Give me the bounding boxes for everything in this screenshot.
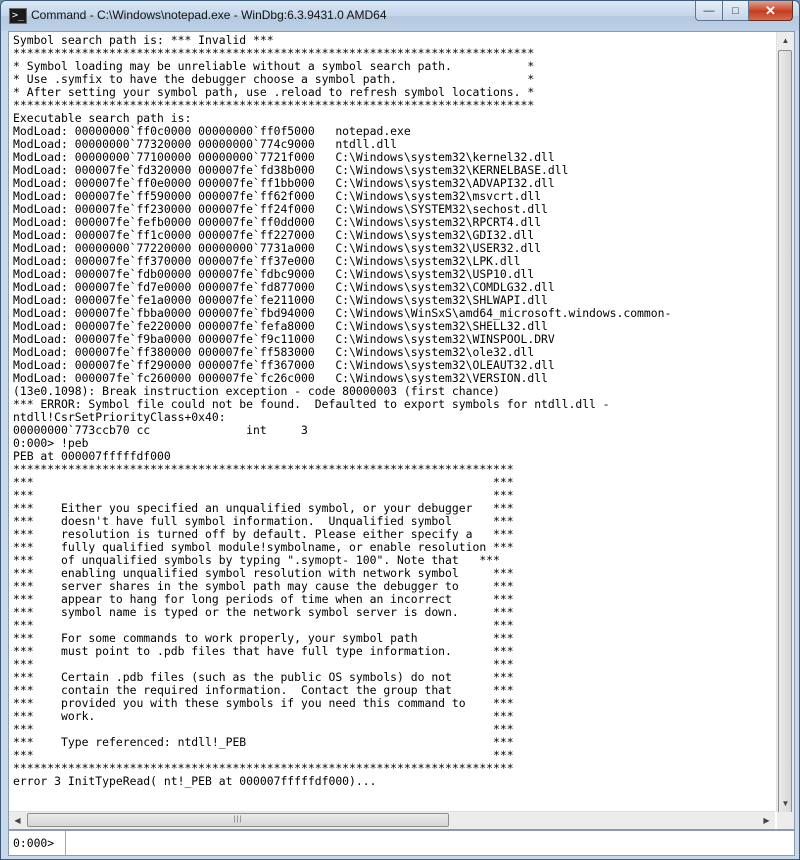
output-line: ModLoad: 000007fe`fe1a0000 000007fe`fe211000 C:\Windows\system32\SHLWAPI.dll (13, 293, 548, 307)
output-line: ModLoad: 00000000`77220000 00000000`7731a000 C:\Windows\system32\USER32.dll (13, 241, 542, 255)
output-line: ModLoad: 000007fe`ff380000 000007fe`ff583000 C:\Windows\system32\ole32.dll (13, 345, 535, 359)
window-title: Command - C:\Windows\notepad.exe - WinDbg:6.3.9431.0 AMD64 (31, 8, 387, 22)
output-line: ModLoad: 000007fe`ff290000 000007fe`ff367000 C:\Windows\system32\OLEAUT32.dll (13, 358, 555, 372)
output-line: ModLoad: 000007fe`fdb00000 000007fe`fdbc9000 C:\Windows\system32\USP10.dll (13, 267, 535, 281)
output-line: *** *** (13, 488, 514, 502)
output-line: ModLoad: 000007fe`ff590000 000007fe`ff62f000 C:\Windows\system32\msvcrt.dll (13, 189, 542, 203)
output-line: ModLoad: 000007fe`fd7e0000 000007fe`fd877000 C:\Windows\system32\COMDLG32.dll (13, 280, 555, 294)
output-line: ModLoad: 00000000`77100000 00000000`7721f000 C:\Windows\system32\kernel32.dll (13, 150, 555, 164)
output-line: *** *** (13, 618, 514, 632)
output-line: *** enabling unqualified symbol resolution with network symbol *** (13, 566, 514, 580)
output-line: 0:000> !peb (13, 436, 89, 450)
output-line: *** server shares in the symbol path may cause the debugger to *** (13, 579, 514, 593)
output-line: *** *** (13, 657, 514, 671)
output-line: ModLoad: 000007fe`ff230000 000007fe`ff24f000 C:\Windows\SYSTEM32\sechost.dll (13, 202, 548, 216)
console-app-icon: >_ (9, 8, 27, 24)
title-bar[interactable] (1, 1, 799, 31)
output-line: *** fully qualified symbol module!symbolname, or enable resolution *** (13, 540, 514, 554)
scroll-up-arrow-icon[interactable]: ▲ (781, 36, 790, 45)
command-output-frame (8, 31, 795, 830)
command-bar (8, 830, 795, 856)
minimize-button[interactable]: — (695, 1, 723, 21)
command-output-pane[interactable] (9, 32, 775, 812)
output-line: *** doesn't have full symbol information. Unqualified symbol *** (13, 514, 514, 528)
output-line: *** appear to hang for long periods of time when an incorrect *** (13, 592, 514, 606)
vertical-scroll-thumb[interactable] (778, 50, 792, 823)
output-line: ************************************************************************* (13, 761, 514, 775)
output-line: *** provided you with these symbols if you need this command to *** (13, 696, 514, 710)
scroll-right-arrow-icon[interactable]: ▶ (763, 816, 770, 825)
command-input[interactable] (69, 833, 787, 851)
output-line: *** *** (13, 748, 514, 762)
output-line: *** *** (13, 475, 514, 489)
output-line: ModLoad: 000007fe`f9ba0000 000007fe`f9c11000 C:\Windows\system32\WINSPOOL.DRV (13, 332, 555, 346)
output-line: ModLoad: 000007fe`ff1c0000 000007fe`ff227000 C:\Windows\system32\GDI32.dll (13, 228, 535, 242)
output-text (9, 32, 775, 788)
output-line: *** *** (13, 722, 514, 736)
output-line: *** must point to .pdb files that have full type information. *** (13, 644, 514, 658)
horizontal-scrollbar[interactable] (9, 811, 775, 829)
output-line: ModLoad: 000007fe`fe220000 000007fe`fefa8000 C:\Windows\system32\SHELL32.dll (13, 319, 548, 333)
output-line: ModLoad: 000007fe`fd320000 000007fe`fd38b000 C:\Windows\system32\KERNELBASE.dll (13, 163, 569, 177)
output-line: *** Either you specified an unqualified symbol, or your debugger *** (13, 501, 514, 515)
close-button[interactable]: ✕ (749, 1, 793, 21)
output-line: PEB at 000007fffffdf000 (13, 449, 171, 463)
output-line: Symbol search path is: *** Invalid *** (13, 33, 274, 47)
vertical-scrollbar[interactable] (776, 32, 794, 812)
output-line: * After setting your symbol path, use .reload to refresh symbol locations. * (13, 85, 535, 99)
caption-buttons (695, 1, 793, 21)
prompt-divider (65, 831, 66, 855)
output-line: *** For some commands to work properly, your symbol path *** (13, 631, 514, 645)
output-line: * Symbol loading may be unreliable without a symbol search path. * (13, 59, 535, 73)
horizontal-scroll-thumb[interactable]: ||| (27, 813, 449, 827)
output-line: *** Certain .pdb files (such as the public OS symbols) do not *** (13, 670, 514, 684)
scroll-corner (777, 812, 794, 829)
output-line: (13e0.1098): Break instruction exception - code 80000003 (first chance) (13, 384, 500, 398)
output-line: ModLoad: 000007fe`fefb0000 000007fe`ff0dd000 C:\Windows\system32\RPCRT4.dll (13, 215, 542, 229)
output-line: *** Type referenced: ntdll!_PEB *** (13, 735, 514, 749)
output-line: ************************************************************************* (13, 462, 514, 476)
output-line: error 3 InitTypeRead( nt!_PEB at 000007fffffdf000)... (13, 774, 377, 788)
output-line: ModLoad: 00000000`77320000 00000000`774c9000 ntdll.dll (13, 137, 398, 151)
output-line: 00000000`773ccb70 cc int 3 (13, 423, 308, 437)
output-line: **************************************************************************** (13, 98, 535, 112)
output-line: * Use .symfix to have the debugger choose a symbol path. * (13, 72, 535, 86)
output-line: ModLoad: 000007fe`fc260000 000007fe`fc26c000 C:\Windows\system32\VERSION.dll (13, 371, 548, 385)
output-line: *** ERROR: Symbol file could not be found. Defaulted to export symbols for ntdll.dll - (13, 397, 610, 411)
output-line: ModLoad: 000007fe`ff0e0000 000007fe`ff1bb000 C:\Windows\system32\ADVAPI32.dll (13, 176, 555, 190)
maximize-button[interactable]: □ (723, 1, 749, 21)
scroll-left-arrow-icon[interactable]: ◀ (14, 816, 21, 825)
output-line: Executable search path is: (13, 111, 192, 125)
scroll-down-arrow-icon[interactable]: ▼ (781, 799, 790, 808)
output-line: ModLoad: 000007fe`ff370000 000007fe`ff37e000 C:\Windows\system32\LPK.dll (13, 254, 521, 268)
output-line: *** symbol name is typed or the network symbol server is down. *** (13, 605, 514, 619)
output-line: *** resolution is turned off by default. Please either specify a *** (13, 527, 514, 541)
output-line: ModLoad: 00000000`ff0c0000 00000000`ff0f5000 notepad.exe (13, 124, 411, 138)
output-line: ModLoad: 000007fe`fbba0000 000007fe`fbd94000 C:\Windows\WinSxS\amd64_microsoft.windows.common- (13, 306, 672, 320)
output-line: ntdll!CsrSetPriorityClass+0x40: (13, 410, 226, 424)
output-line: *** contain the required information. Contact the group that *** (13, 683, 514, 697)
command-prompt: 0:000> (13, 836, 55, 850)
output-line: *** work. *** (13, 709, 514, 723)
output-line: **************************************************************************** (13, 46, 535, 60)
output-line: *** of unqualified symbols by typing ".symopt- 100". Note that *** (13, 553, 500, 567)
